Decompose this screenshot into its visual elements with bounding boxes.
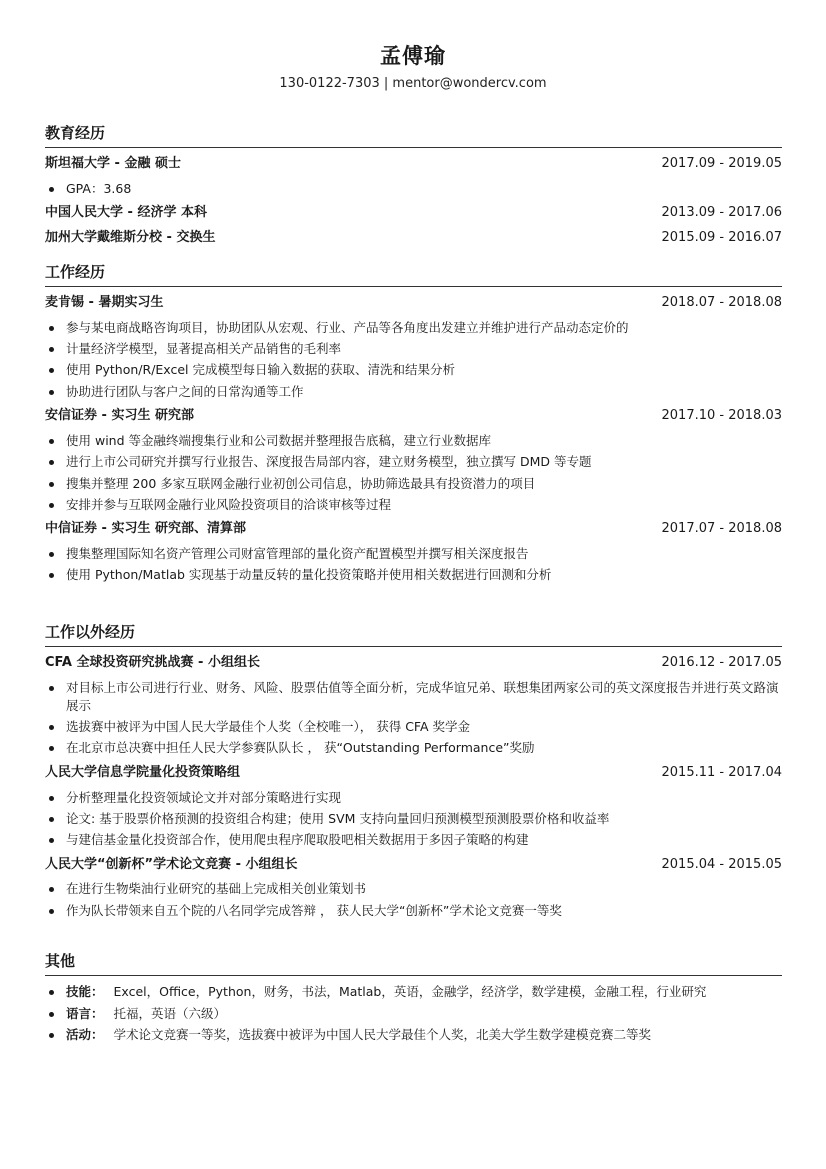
entry-header bbox=[45, 201, 782, 226]
list-item: 在进行生物柴油行业研究的基础上完成相关创业策划书 bbox=[45, 880, 782, 898]
entry-date: 2015.09 - 2016.07 bbox=[661, 229, 782, 245]
section-extracurricular bbox=[45, 620, 782, 923]
entry-header bbox=[45, 651, 782, 676]
entry-title: 麦肯锡 - 暑期实习生 bbox=[45, 295, 164, 310]
entry-header bbox=[45, 291, 782, 316]
entry-date: 2013.09 - 2017.06 bbox=[661, 205, 782, 221]
entry-date: 2018.07 - 2018.08 bbox=[661, 295, 782, 310]
item-label: 活动： bbox=[66, 1026, 104, 1042]
list-item: 使用 wind 等金融终端搜集行业和公司数据并整理报告底稿，建立行业数据库 bbox=[45, 432, 782, 450]
languages-item bbox=[45, 1005, 782, 1023]
entry-date: 2017.07 - 2018.08 bbox=[661, 521, 782, 537]
bullet-list bbox=[45, 880, 782, 919]
list-item: 搜集并整理 200 多家互联网金融行业初创公司信息，协助筛选最具有投资潜力的项目 bbox=[45, 475, 782, 493]
contact-line: 130-0122-7303 | mentor@wondercv.com bbox=[279, 76, 547, 91]
entry-header bbox=[45, 226, 782, 251]
list-item: 参与某电商战略咨询项目，协助团队从宏观、行业、产品等各角度出发建立并维护进行产品动态定价的 bbox=[45, 319, 782, 337]
entry-title: 人民大学“创新杯”学术论文竞赛 - 小组组长 bbox=[45, 856, 298, 872]
entry-header bbox=[45, 404, 782, 429]
entry-title: 中信证券 - 实习生 研究部、清算部 bbox=[45, 521, 246, 537]
entry-header bbox=[45, 761, 782, 786]
list-item: 计量经济学模型，显著提高相关产品销售的毛利率 bbox=[45, 340, 782, 358]
list-item: 安排并参与互联网金融行业风险投资项目的洽谈审核等过程 bbox=[45, 496, 782, 514]
list-item: 在北京市总决赛中担任人民大学参赛队队长 ， 获“Outstanding Performance”奖励 bbox=[45, 739, 782, 757]
item-label: 技能： bbox=[66, 984, 104, 1000]
entry-title: 人民大学信息学院量化投资策略组 bbox=[45, 764, 241, 780]
entry-title: 加州大学戴维斯分校 - 交换生 bbox=[45, 229, 216, 245]
bullet-list bbox=[45, 679, 782, 758]
section-title: 其他 bbox=[45, 949, 782, 976]
list-item: 选拔赛中被评为中国人民大学最佳个人奖（全校唯一）， 获得 CFA 奖学金 bbox=[45, 718, 782, 736]
entry-header bbox=[45, 853, 782, 878]
section-title: 工作经历 bbox=[45, 260, 782, 287]
entry-title: 中国人民大学 - 经济学 本科 bbox=[45, 205, 207, 221]
bullet-list bbox=[45, 789, 782, 850]
entry-date: 2017.10 - 2018.03 bbox=[661, 408, 782, 424]
bullet-list bbox=[45, 432, 782, 514]
list-item: 与建信基金量化投资部合作，使用爬虫程序爬取股吧相关数据用于多因子策略的构建 bbox=[45, 831, 782, 849]
item-text: 托福，英语（六级） bbox=[113, 1005, 227, 1021]
resume-name: 孟傅瑜 bbox=[380, 44, 446, 68]
entry-date: 2017.09 - 2019.05 bbox=[661, 156, 782, 171]
list-item: 进行上市公司研究并撰写行业报告、深度报告局部内容，建立财务模型，独立撰写 DMD 等专题 bbox=[45, 453, 782, 471]
section-other bbox=[45, 949, 782, 1047]
list-item: 搜集整理国际知名资产管理公司财富管理部的量化资产配置模型并撰写相关深度报告 bbox=[45, 545, 782, 563]
list-item: 论文: 基于股票价格预测的投资组合构建；使用 SVM 支持向量回归预测模型预测股票价格和收益率 bbox=[45, 810, 782, 828]
section-education bbox=[45, 121, 782, 250]
item-label: 语言： bbox=[66, 1005, 104, 1021]
skills-item bbox=[45, 983, 782, 1001]
list-item: 使用 Python/Matlab 实现基于动量反转的量化投资策略并使用相关数据进行回测和分析 bbox=[45, 566, 782, 584]
list-item: 分析整理量化投资领域论文并对部分策略进行实现 bbox=[45, 789, 782, 807]
entry-title: 斯坦福大学 - 金融 硕士 bbox=[45, 156, 181, 171]
bullet-list bbox=[45, 983, 782, 1044]
list-item: 使用 Python/R/Excel 完成模型每日输入数据的获取、清洗和结果分析 bbox=[45, 361, 782, 379]
section-title: 工作以外经历 bbox=[45, 620, 782, 647]
entry-header bbox=[45, 517, 782, 542]
list-item: 协助进行团队与客户之间的日常沟通等工作 bbox=[45, 383, 782, 401]
bullet-list bbox=[45, 545, 782, 584]
list-item: 对目标上市公司进行行业、财务、风险、股票估值等全面分析，完成华谊兄弟、联想集团两家公司的英文深度报告并进行英文路演展示 bbox=[45, 679, 782, 715]
section-work bbox=[45, 260, 782, 588]
entry-title: CFA 全球投资研究挑战赛 - 小组组长 bbox=[45, 655, 260, 670]
bullet-list bbox=[45, 319, 782, 401]
entry-date: 2015.04 - 2015.05 bbox=[661, 856, 782, 872]
list-item: 作为队长带领来自五个院的八名同学完成答辩 ， 获人民大学“创新杯”学术论文竞赛一等奖 bbox=[45, 902, 782, 920]
entry-header bbox=[45, 152, 782, 177]
section-title: 教育经历 bbox=[45, 121, 782, 148]
item-text: 学术论文竞赛一等奖，选拔赛中被评为中国人民大学最佳个人奖，北美大学生数学建模竞赛二等奖 bbox=[113, 1026, 652, 1042]
entry-date: 2015.11 - 2017.04 bbox=[661, 764, 782, 780]
entry-date: 2016.12 - 2017.05 bbox=[661, 655, 782, 670]
entry-title: 安信证券 - 实习生 研究部 bbox=[45, 408, 194, 424]
list-item: GPA：3.68 bbox=[45, 180, 782, 198]
item-text: Excel，Office，Python，财务，书法，Matlab，英语，金融学，经济学，数学建模，金融工程，行业研究 bbox=[113, 984, 707, 1000]
bullet-list bbox=[45, 180, 782, 198]
activities-item bbox=[45, 1026, 782, 1044]
